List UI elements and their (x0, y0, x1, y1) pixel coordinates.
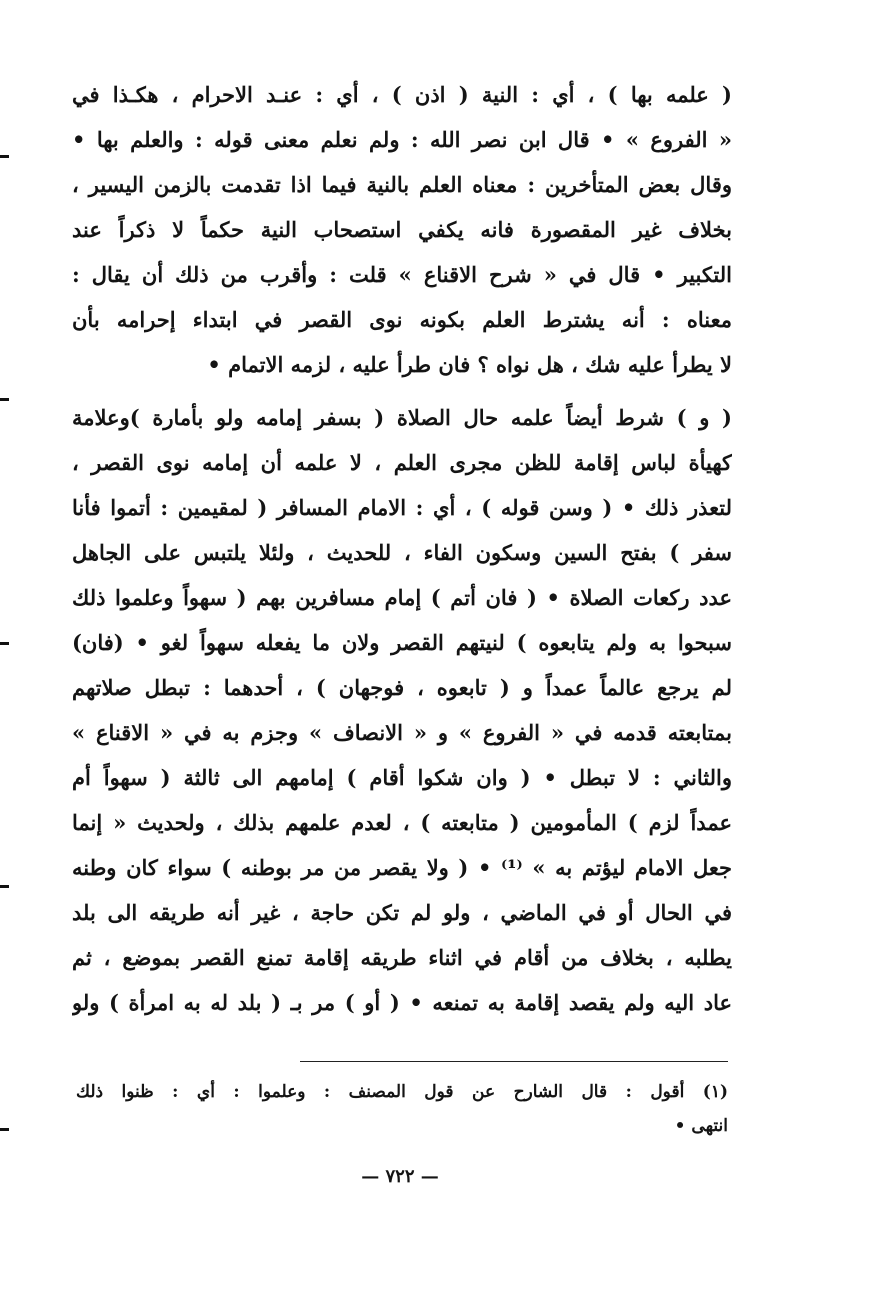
text-line: لم يرجع عالماً عمداً و ( تابعوه ، فوجهان ) ، أحدهما : تبطل صلاتهم (72, 675, 732, 700)
text-line: عمداً لزم ) المأمومين ( متابعته ) ، لعدم علمهم بذلك ، ولحديث « إنما (72, 810, 732, 835)
text-line: ( علمه بها ) ، أي : النية ( اذن ) ، أي : عنـد الاحرام ، هكـذا في (72, 82, 732, 107)
text-line: معناه : أنه يشترط العلم بكونه نوى القصر في ابتداء إحرامه بأن (72, 307, 732, 332)
footnote-line: (١) أقول : قال الشارح عن قول المصنف : وعلموا : أي : ظنوا ذلك (76, 1082, 728, 1102)
scan-edge-mark (0, 1128, 9, 1131)
text-line: كهيأة لباس إقامة للظن مجرى العلم ، لا علمه أن إمامه نوى القصر ، (72, 450, 732, 475)
text-line: سفر ) بفتح السين وسكون الفاء ، للحديث ، ولئلا يلتبس على الجاهل (72, 540, 732, 565)
footnote-line: انتهى • (674, 1116, 728, 1136)
text-line: لا يطرأ عليه شك ، هل نواه ؟ فان طرأ عليه ، لزمه الاتمام • (207, 352, 732, 377)
page-number: — ٧٢٢ — (361, 1166, 439, 1187)
text-line: بخلاف غير المقصورة فانه يكفي استصحاب النية حكماً لا ذكراً عند (72, 217, 732, 242)
text-line: جعل الامام ليؤتم به » ⁽¹⁾ • ( ولا يقصر من مر بوطنه ) سواء كان وطنه (72, 855, 732, 880)
text-line: « الفروع » • قال ابن نصر الله : ولم نعلم معنى قوله : والعلم بها • (72, 127, 732, 152)
scan-edge-mark (0, 885, 9, 888)
paragraph-gap (72, 387, 732, 395)
text-line: في الحال أو في الماضي ، ولو لم تكن حاجة ، غير أنه طريقه الى بلد (72, 900, 732, 925)
footnote-separator (300, 1061, 728, 1062)
scan-edge-mark (0, 155, 9, 158)
text-line: ( و ) شرط أيضاً علمه حال الصلاة ( بسفر إمامه ولو بأمارة )وعلامة (72, 405, 732, 430)
text-line: عدد ركعات الصلاة • ( فان أتم ) إمام مسافرين بهم ( سهواً وعلموا ذلك (72, 585, 732, 610)
text-line: وقال بعض المتأخرين : معناه العلم بالنية فيما اذا تقدمت بالزمن اليسير ، (72, 172, 732, 197)
main-text-block (72, 72, 732, 1070)
text-line: التكبير • قال في « شرح الاقناع » قلت : وأقرب من ذلك أن يقال : (72, 262, 732, 287)
scan-edge-mark (0, 642, 9, 645)
text-line: يطلبه ، بخلاف من أقام في اثناء طريقه إقامة تمنع القصر بموضع ، ثم (72, 945, 732, 970)
text-line: والثاني : لا تبطل • ( وان شكوا أقام ) إمامهم الى ثالثة ( سهواً أم (72, 765, 732, 790)
scan-edge-mark (0, 398, 9, 401)
text-line: سبحوا به ولم يتابعوه ) لنيتهم القصر ولان ما يفعله سهواً لغو • (فان) (72, 630, 732, 655)
footnotes (76, 1075, 728, 1143)
text-line: بمتابعته قدمه في « الفروع » و « الانصاف » وجزم به في « الاقناع » (72, 720, 732, 745)
text-line: عاد اليه ولم يقصد إقامة به تمنعه • ( أو ) مر بـ ( بلد له به امرأة ) ولو (72, 990, 732, 1015)
text-line (72, 1025, 732, 1070)
text-line: لتعذر ذلك • ( وسن قوله ) ، أي : الامام المسافر ( لمقيمين : أتموا فأنا (72, 495, 732, 520)
